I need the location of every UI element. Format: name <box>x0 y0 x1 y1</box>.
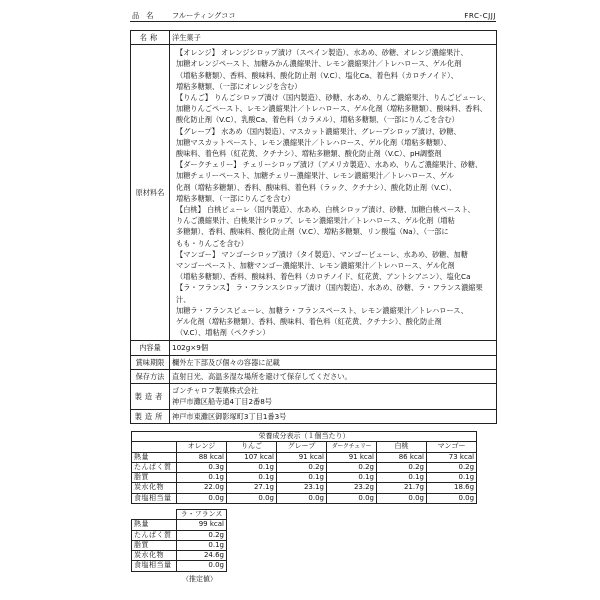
nutrition-value: 0.2g <box>277 462 327 472</box>
maker-value <box>170 384 497 409</box>
ingredient-line: 酸味料、着色料（紅花黄、クチナシ）、増粘多糖類、酸化防止剤（V.C）、pH調整剤 <box>176 149 442 159</box>
storage-label: 保存方法 <box>131 369 170 383</box>
nutrition-value: 0.0g <box>227 493 277 503</box>
nutrition-value: 99 kcal <box>177 520 227 530</box>
nutrition-value: 91 kcal <box>277 452 327 462</box>
nutrition-value: 0.1g <box>177 473 227 483</box>
row-label: 熱量 <box>132 452 177 462</box>
ingredient-line: マンゴーペースト、加糖マンゴー濃縮果汁、レモン濃縮果汁／トレハロース、ゲル化剤 <box>176 261 455 271</box>
ingredient-line: 【ラ・フランス】 ラ・フランスシロップ漬け（国内製造）、水あめ、砂糖、ラ・フランス濃縮果汁、 <box>176 283 483 304</box>
nutrition-value: 0.0g <box>427 493 477 503</box>
nutrition-table <box>131 431 477 504</box>
ingredient-line: 【りんご】 りんごシロップ漬け（国内製造）、砂糖、水あめ、りんご濃縮果汁、りんごピューレ、 <box>176 93 490 103</box>
nutrition-value: 0.1g <box>377 473 427 483</box>
column-header: オレンジ <box>177 442 227 452</box>
ingredient-line: りんご濃縮果汁、白桃果汁シロップ、レモン濃縮果汁／トレハロース、ゲル化剤（増粘 <box>176 216 455 226</box>
nutrition-value: 0.0g <box>177 561 227 571</box>
content-value: 102g×9個 <box>170 341 497 355</box>
row-expiry <box>131 355 497 369</box>
row-label: 炭水化物 <box>132 551 177 561</box>
column-header: 白桃 <box>377 442 427 452</box>
ingredient-line: 多糖類）、香料、酸味料、酸化防止剤（V.C）、増粘多糖類、リン酸塩（Na）、（一部に <box>176 227 449 237</box>
food-label-table <box>130 30 497 424</box>
row-maker <box>131 384 497 409</box>
nutrition-value: 0.0g <box>277 493 327 503</box>
nutrition-row-carbs <box>132 483 477 493</box>
column-header: マンゴー <box>427 442 477 452</box>
row-label: 食塩相当量 <box>132 493 177 503</box>
ingredient-line: 加糖オレンジペースト、加糖みかん濃縮果汁、レモン濃縮果汁／トレハロース、ゲル化剤 <box>176 59 462 69</box>
ingredient-line: もも・りんごを含む） <box>176 238 248 248</box>
ingredient-line: 【グレープ】 水あめ（国内製造）、マスカット濃縮果汁、グレープシロップ漬け、砂糖、 <box>176 126 461 136</box>
ingredients-label: 原材料名 <box>131 45 170 341</box>
ingredient-line: 【ダークチェリー】 チェリーシロップ漬け（アメリカ製造）、水あめ、りんご濃縮果汁、砂糖、 <box>176 160 483 170</box>
nutrition-value: 24.6g <box>177 551 227 561</box>
ingredient-line: 増粘多糖類、（一部にオレンジを含む） <box>176 81 302 91</box>
expiry-label: 賞味期限 <box>131 355 170 369</box>
ingredient-line: 加糖マスカットペースト、レモン濃縮果汁／トレハロース、ゲル化剤（増粘多糖類）、 <box>176 137 451 147</box>
nutrition-value: 0.3g <box>177 462 227 472</box>
column-header: ダークチェリー <box>327 442 377 452</box>
nutrition-value: 23.1g <box>277 483 327 493</box>
expiry-value: 欄外左下部及び個々の容器に記載 <box>170 355 497 369</box>
nutrition-value: 0.1g <box>327 473 377 483</box>
column-header: りんご <box>227 442 277 452</box>
row-name <box>131 31 497 45</box>
row-label: 熱量 <box>132 520 177 530</box>
row-factory <box>131 409 497 423</box>
nutrition-value: 0.1g <box>427 473 477 483</box>
nutrition-value: 0.2g <box>377 462 427 472</box>
ingredient-line: 増粘多糖類、（一部にりんごを含む） <box>176 193 295 203</box>
nutrition-header-blank <box>132 442 177 452</box>
row-storage <box>131 369 497 383</box>
nutrition-value: 86 kcal <box>377 452 427 462</box>
ingredient-line: （増粘多糖類）、香料、酸味料、着色料（カロチノイド、紅花黄、アントシアニン）、塩化Ca <box>176 272 471 282</box>
row-label: 食塩相当量 <box>132 561 177 571</box>
nutrition-value: 91 kcal <box>327 452 377 462</box>
nutrition-caption-row <box>132 432 477 442</box>
nutrition-value: 27.1g <box>227 483 277 493</box>
row-label: たんぱく質 <box>132 462 177 472</box>
nutrition-row-energy <box>132 452 477 462</box>
nutrition-value: 0.1g <box>277 473 327 483</box>
factory-value: 神戸市東灘区御影塚町3丁目1番3号 <box>170 409 497 423</box>
ingredient-line: 【オレンジ】 オレンジシロップ漬け（スペイン製造）、水あめ、砂糖、オレンジ濃縮果汁、 <box>176 48 468 58</box>
row-label: たんぱく質 <box>132 530 177 540</box>
nutrition-row-protein <box>132 462 477 472</box>
nutrition-value: 0.0g <box>327 493 377 503</box>
ingredient-line: 【マンゴー】 マンゴーシロップ漬け（タイ製造）、マンゴーピューレ、水あめ、砂糖、加糖 <box>176 249 468 259</box>
nutrition-table-extra <box>131 509 227 572</box>
nutrition-header-row <box>132 442 477 452</box>
storage-value: 直射日光、高温多湿な場所を避けて保存してください。 <box>170 369 497 383</box>
nutrition-row-fat <box>132 473 477 483</box>
product-name-value: フルーティングココ <box>172 11 236 20</box>
nutrition-value: 21.7g <box>377 483 427 493</box>
estimated-note: （推定値） <box>182 575 217 583</box>
factory-label: 製造所 <box>131 409 170 423</box>
nutrition-value: 0.0g <box>177 493 227 503</box>
nutrition-row-salt <box>132 561 227 571</box>
row-ingredients <box>131 45 497 341</box>
name-label: 名称 <box>131 31 170 45</box>
ingredients-value <box>170 45 497 341</box>
nutrition-row-fat <box>132 540 227 550</box>
nutrition-value: 0.2g <box>177 530 227 540</box>
row-label: 脂質 <box>132 473 177 483</box>
nutrition-value: 22.0g <box>177 483 227 493</box>
column-header: ラ・フランス <box>177 510 227 520</box>
ingredient-line: （V.C）、増粘剤（ペクチン） <box>176 328 270 338</box>
ingredient-line: （増粘多糖類）、香料、酸味料、酸化防止剤（V.C）、塩化Ca、着色料（カロチノイド）、 <box>176 70 458 80</box>
content-label: 内容量 <box>131 341 170 355</box>
nutrition-row-energy <box>132 520 227 530</box>
nutrition-value: 0.1g <box>227 473 277 483</box>
name-value: 洋生菓子 <box>170 31 497 45</box>
nutrition-value: 0.1g <box>227 462 277 472</box>
ingredient-line: 加糖チェリーペースト、加糖チェリー濃縮果汁、レモン濃縮果汁／トレハロース、ゲル <box>176 171 455 181</box>
maker-address: 神戸市灘区船寺通4丁目2番8号 <box>172 397 272 407</box>
product-header <box>130 10 496 22</box>
ingredient-line: 酸化防止剤（V.C）、乳酸Ca、着色料（カラメル）、増粘多糖類、（一部にりんごを含む） <box>176 115 459 125</box>
row-label: 脂質 <box>132 540 177 550</box>
nutrition-value: 0.0g <box>377 493 427 503</box>
maker-label: 製造者 <box>131 384 170 409</box>
nutrition-row-salt <box>132 493 477 503</box>
nutrition-value: 88 kcal <box>177 452 227 462</box>
ingredient-line: 加糖りんごペースト、レモン濃縮果汁／トレハロース、ゲル化剤（増粘多糖類）、酸味料、香料、 <box>176 104 487 114</box>
nutrition-value: 23.2g <box>327 483 377 493</box>
ingredient-line: ゲル化剤（増粘多糖類）、香料、酸味料、着色料（紅花黄、クチナシ）、酸化防止剤 <box>176 317 442 327</box>
row-label: 炭水化物 <box>132 483 177 493</box>
nutrition-row-protein <box>132 530 227 540</box>
column-header: グレープ <box>277 442 327 452</box>
nutrition-value: 0.2g <box>427 462 477 472</box>
product-code: FRC-CJJJ <box>464 11 496 20</box>
nutrition-value: 18.6g <box>427 483 477 493</box>
ingredient-line: 【白桃】 白桃ピューレ（国内製造）、水あめ、白桃シロップ漬け、砂糖、加糖白桃ペースト、 <box>176 205 475 215</box>
nutrition-value: 0.2g <box>327 462 377 472</box>
maker-company: ゴンチャロフ製菓株式会社 <box>172 386 259 396</box>
ingredient-line: 加糖ラ・フランスピューレ、加糖ラ・フランスペースト、レモン濃縮果汁／トレハロース、 <box>176 305 468 315</box>
nutrition-value: 107 kcal <box>227 452 277 462</box>
nutrition-value: 0.1g <box>177 540 227 550</box>
nutrition-row-carbs <box>132 551 227 561</box>
ingredient-line: 化剤（増粘多糖類）、香料、酸味料、着色料（ラック、クチナシ）、酸化防止剤（V.C）、 <box>176 182 457 192</box>
nutrition-value: 73 kcal <box>427 452 477 462</box>
row-content <box>131 341 497 355</box>
nutrition-header-blank <box>132 510 177 520</box>
product-name-label: 品名 <box>132 11 161 20</box>
nutrition-header-row <box>132 510 227 520</box>
nutrition-caption: 栄養成分表示（１個当たり） <box>132 432 477 442</box>
